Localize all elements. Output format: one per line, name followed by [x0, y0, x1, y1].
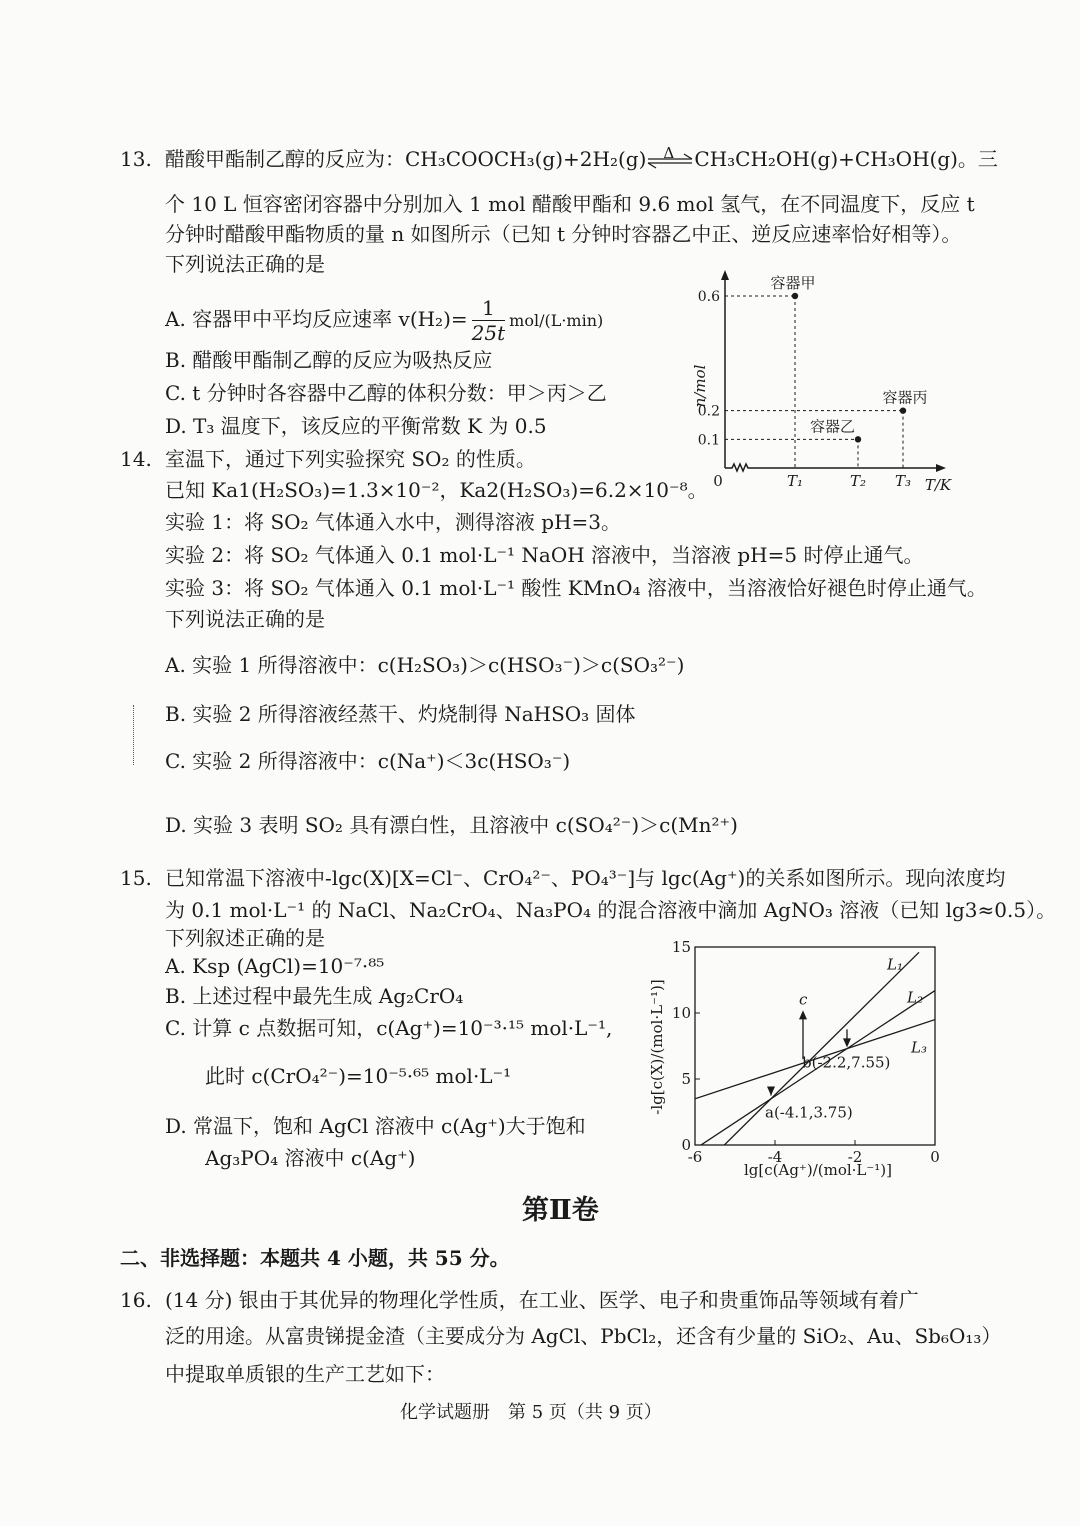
q13-option-a-unit: mol/(L·min): [509, 311, 604, 330]
q15-ask: 下列叙述正确的是: [165, 926, 325, 950]
q14-known: 已知 Ka1(H₂SO₃)=1.3×10⁻²，Ka2(H₂SO₃)=6.2×10⁻⁸。: [165, 478, 708, 502]
chart2-xtick: 0: [930, 1148, 940, 1166]
q16-line2: 泛的用途。从富贵锑提金渣（主要成分为 AgCl、PbCl₂，还含有少量的 SiO₂、Au、Sb₆O₁₃）: [165, 1324, 1002, 1348]
chart1-ytick: 0.6: [697, 289, 720, 305]
q13-products: CH₃CH₂OH(g)+CH₃OH(g)。三: [694, 147, 998, 171]
chart2-xtick: -6: [687, 1148, 703, 1166]
chart2-ytick: 10: [671, 1004, 691, 1022]
x-axis-arrow-icon: [936, 464, 946, 472]
q15-option-d-line1: D. 常温下，饱和 AgCl 溶液中 c(Ag⁺)大于饱和: [165, 1114, 586, 1138]
q13-option-c: C. t 分钟时各容器中乙醇的体积分数：甲＞丙＞乙: [165, 381, 607, 405]
chart-n-vs-t: [690, 268, 960, 498]
q16-number: 16.: [120, 1288, 152, 1312]
chart1-point-label: 容器乙: [809, 417, 855, 436]
part2-section: 二、非选择题：本题共 4 小题，共 55 分。: [120, 1246, 510, 1270]
q15-option-c-line2: 此时 c(CrO₄²⁻)=10⁻⁵·⁶⁵ mol·L⁻¹: [205, 1064, 512, 1088]
chart2-point-b-arrow-icon: [843, 1038, 851, 1047]
chart2-line-label: L₃: [911, 1038, 927, 1057]
q13-reactants: CH₃COOCH₃(g)+2H₂(g): [405, 147, 647, 171]
q16-line3: 中提取单质银的生产工艺如下：: [165, 1362, 445, 1386]
q14-number: 14.: [120, 447, 152, 471]
chart1-xtick: T₃: [894, 472, 912, 490]
chart2-point-a-label: a(-4.1,3.75): [765, 1103, 853, 1122]
chart1-point-label: 容器甲: [770, 274, 816, 292]
q14-ask: 下列说法正确的是: [165, 607, 325, 631]
chart1-ytick: 0.1: [697, 432, 720, 449]
fraction-denominator: 25t: [471, 321, 506, 345]
chart2-point-c-arrow-icon: [799, 1010, 807, 1019]
chart1-xtick: T₂: [849, 472, 867, 490]
q13-number: 13.: [120, 147, 152, 171]
margin-dotted-mark: [133, 705, 134, 765]
chart2-line-label: L₁: [887, 955, 903, 974]
q15-option-a: A. Ksp (AgCl)=10⁻⁷·⁸⁵: [165, 954, 385, 978]
q15-stem-line1: 已知常温下溶液中-lgc(X)[X=Cl⁻、CrO₄²⁻、PO₄³⁻]与 lgc(Ag⁺)的关系如图所示。现向浓度均: [165, 866, 1006, 890]
q15-option-d-line2: Ag₃PO₄ 溶液中 c(Ag⁺): [205, 1146, 416, 1170]
chart2-point-c-label: c: [799, 990, 808, 1009]
fraction-numerator: 1: [472, 296, 506, 321]
q14-option-c: C. 实验 2 所得溶液中：c(Na⁺)＜3c(HSO₃⁻): [165, 749, 571, 773]
chart2-xlabel: lg[c(Ag⁺)/(mol·L⁻¹)]: [743, 1161, 893, 1179]
q14-stem: 室温下，通过下列实验探究 SO₂ 的性质。: [165, 447, 536, 471]
q14-option-b: B. 实验 2 所得溶液经蒸干、灼烧制得 NaHSO₃ 固体: [165, 702, 636, 726]
q13-option-b: B. 醋酸甲酯制乙醇的反应为吸热反应: [165, 348, 493, 372]
q13-stem-line1: [165, 145, 998, 173]
chart1-ylabel: n/mol: [691, 364, 709, 408]
chart1-xtick: T₁: [786, 472, 804, 490]
fraction: [472, 296, 506, 345]
q15-option-b: B. 上述过程中最先生成 Ag₂CrO₄: [165, 984, 464, 1008]
chart2-point-b-label: b(-2.2,7.55): [802, 1053, 891, 1072]
y-axis-arrow-icon: [721, 270, 729, 280]
chart2-ytick: 5: [681, 1070, 691, 1088]
chart1-point: [900, 407, 906, 413]
chart1-point: [792, 293, 798, 299]
q14-exp3: 实验 3：将 SO₂ 气体通入 0.1 mol·L⁻¹ 酸性 KMnO₄ 溶液中，当溶液恰好褪色时停止通气。: [165, 576, 987, 600]
q15-stem-line2: 为 0.1 mol·L⁻¹ 的 NaCl、Na₂CrO₄、Na₃PO₄ 的混合溶液中滴加 AgNO₃ 溶液（已知 lg3≈0.5）。: [165, 898, 1057, 922]
chart2-point-a-arrow-icon: [767, 1087, 775, 1096]
q15-option-c-line1: C. 计算 c 点数据可知，c(Ag⁺)=10⁻³·¹⁵ mol·L⁻¹,: [165, 1016, 613, 1040]
q15-number: 15.: [120, 866, 152, 890]
chart-lgc-vs-lgag: [640, 935, 960, 1180]
chart2-xtick: -2: [847, 1148, 863, 1166]
chart2-ytick: 0: [681, 1136, 691, 1154]
chart2-xtick: -4: [767, 1148, 783, 1166]
chart1-point: [855, 436, 861, 442]
chart2-line-label: L₂: [907, 988, 923, 1007]
equilibrium-arrow-icon: [646, 143, 694, 171]
q13-option-a: [165, 294, 603, 346]
chart1-point-label: 容器丙: [882, 388, 928, 407]
q13-stem-line4: 下列说法正确的是: [165, 252, 325, 276]
chart1-origin: 0: [713, 472, 723, 490]
chart1-ytick: 0.2: [697, 403, 720, 420]
q14-exp1: 实验 1：将 SO₂ 气体通入水中，测得溶液 pH=3。: [165, 510, 621, 534]
chart1-xlabel: T/K: [924, 476, 952, 494]
q13-option-d: D. T₃ 温度下，该反应的平衡常数 K 为 0.5: [165, 414, 547, 438]
q13-stem-line1-text: 醋酸甲酯制乙醇的反应为：: [165, 147, 405, 171]
q13-stem-line3: 分钟时醋酸甲酯物质的量 n 如图所示（已知 t 分钟时容器乙中正、逆反应速率恰好相等）。: [165, 222, 962, 246]
q14-exp2: 实验 2：将 SO₂ 气体通入 0.1 mol·L⁻¹ NaOH 溶液中，当溶液 pH=5 时停止通气。: [165, 543, 924, 567]
q13-option-a-text: A. 容器甲中平均反应速率 v(H₂)=: [165, 307, 468, 331]
q14-option-a: A. 实验 1 所得溶液中：c(H₂SO₃)＞c(HSO₃⁻)＞c(SO₃²⁻): [165, 653, 685, 677]
q14-option-d: D. 实验 3 表明 SO₂ 具有漂白性，且溶液中 c(SO₄²⁻)＞c(Mn²⁺): [165, 813, 738, 837]
heat-symbol: Δ: [663, 143, 675, 162]
chart2-ytick: 15: [671, 938, 691, 956]
q16-line1: (14 分) 银由于其优异的物理化学性质，在工业、医学、电子和贵重饰品等领域有着广: [165, 1288, 919, 1312]
part2-title: 第Ⅱ卷: [522, 1195, 599, 1226]
chart2-ylabel: -lg[c(X)/(mol·L⁻¹)]: [648, 979, 666, 1115]
page-footer: 化学试题册 第 5 页（共 9 页）: [400, 1402, 662, 1423]
x-axis: [725, 464, 940, 471]
q13-stem-line2: 个 10 L 恒容密闭容器中分别加入 1 mol 醋酸甲酯和 9.6 mol 氢气，在不同温度下，反应 t: [165, 192, 975, 216]
